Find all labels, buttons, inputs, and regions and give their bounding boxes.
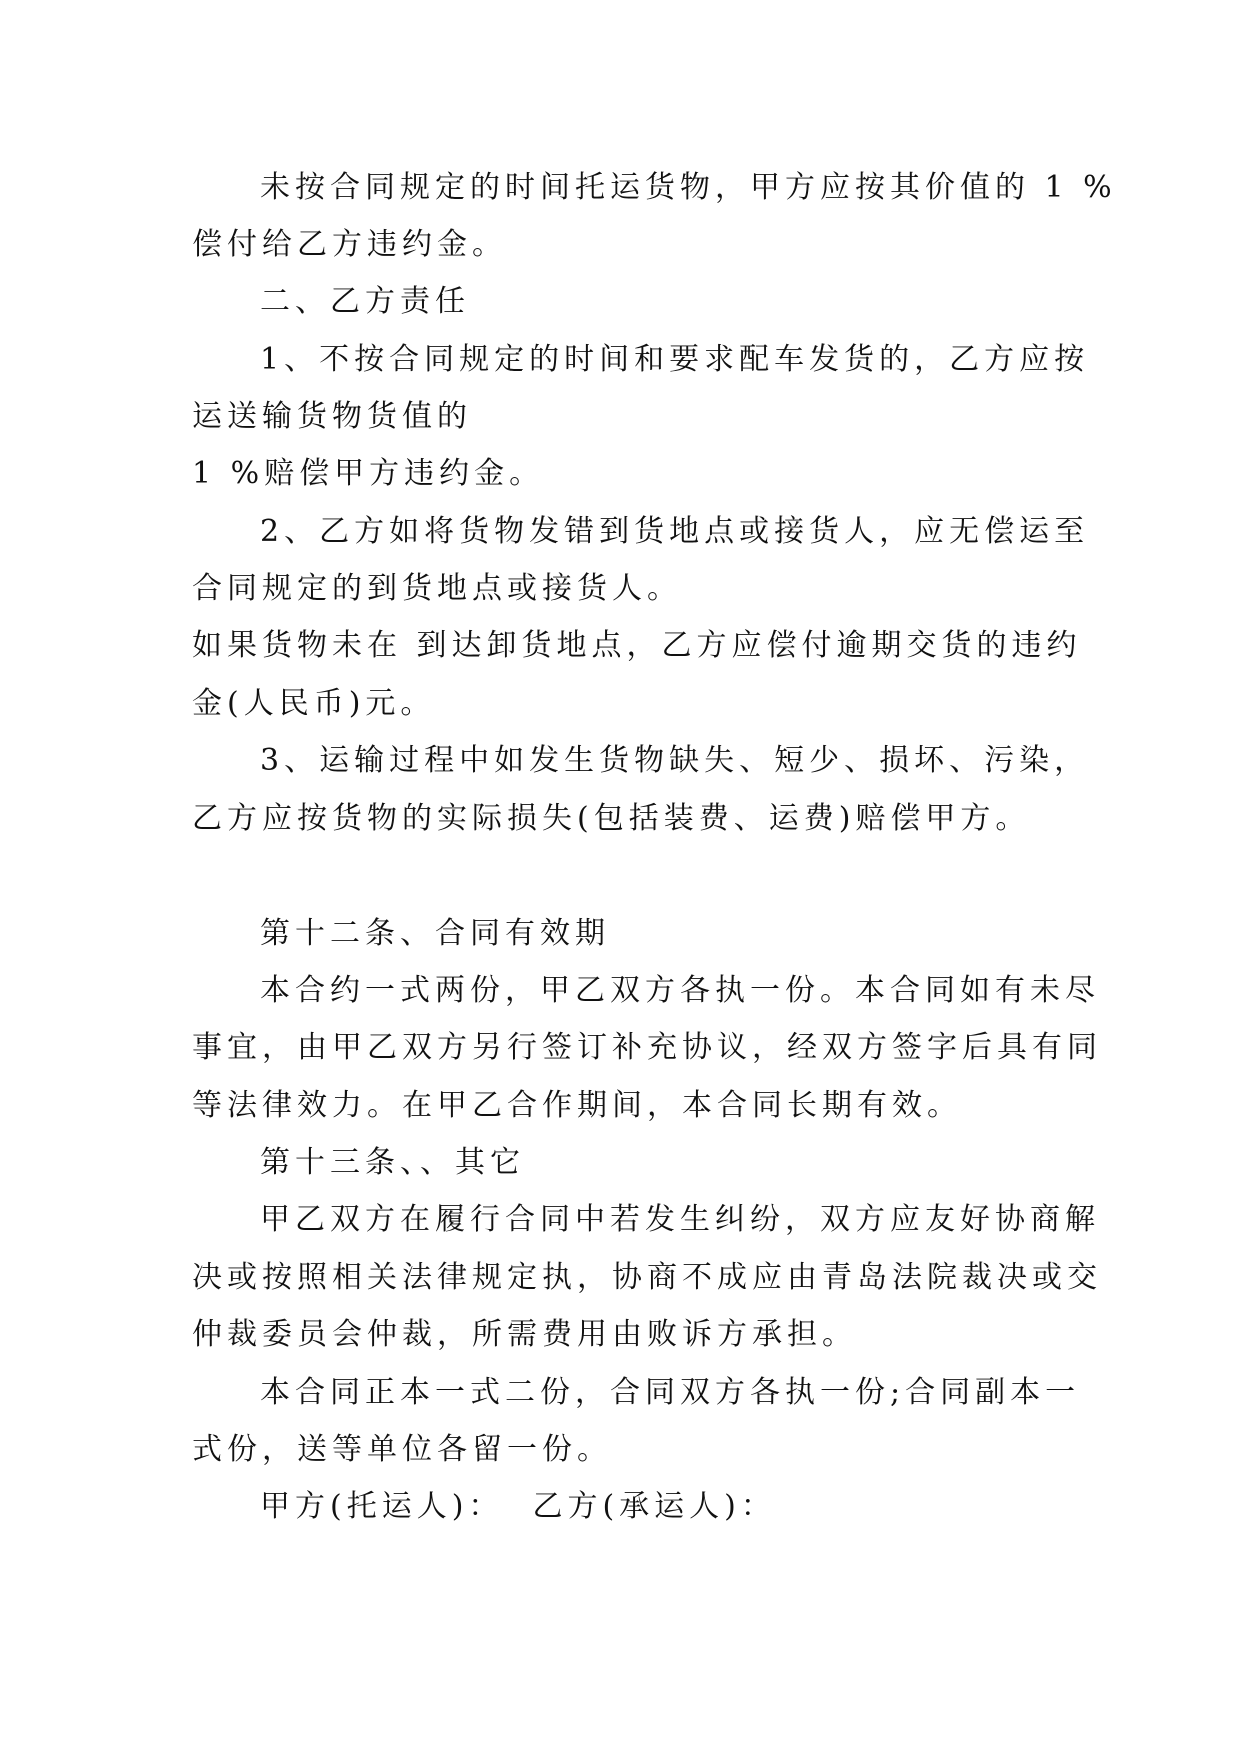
paragraph-line: 事宜，由甲乙双方另行签订补充协议，经双方签字后具有同 (192, 1030, 1102, 1065)
article-heading: 第十三条、、其它 (260, 1145, 525, 1180)
paragraph-line: 决或按照相关法律规定执，协商不成应由青岛法院裁决或交 (192, 1260, 1102, 1295)
paragraph-line: 合同规定的到货地点或接货人。 (192, 571, 682, 606)
paragraph-line: 本合约一式两份，甲乙双方各执一份。本合同如有未尽 (260, 973, 1100, 1008)
paragraph-line: 偿付给乙方违约金。 (192, 227, 507, 262)
paragraph-line: 金(人民币)元。 (192, 686, 436, 721)
paragraph-line: 等法律效力。在甲乙合作期间，本合同长期有效。 (192, 1088, 962, 1123)
paragraph-line: 本合同正本一式二份，合同双方各执一份;合同副本一 (260, 1375, 1081, 1410)
paragraph-line: 1 %赔偿甲方违约金。 (192, 456, 545, 491)
paragraph-line: 甲乙双方在履行合同中若发生纠纷，双方应友好协商解 (260, 1202, 1100, 1237)
paragraph-line: 3、运输过程中如发生货物缺失、短少、损坏、污染， (260, 743, 1090, 778)
paragraph-line: 未按合同规定的时间托运货物，甲方应按其价值的 1 % (260, 170, 1117, 205)
paragraph-line: 运送输货物货值的 (192, 399, 472, 434)
paragraph-line: 1、不按合同规定的时间和要求配车发货的，乙方应按 (260, 342, 1090, 377)
article-heading: 第十二条、合同有效期 (260, 916, 610, 951)
signature-line: 甲方(托运人)： 乙方(承运人)： (260, 1489, 776, 1524)
paragraph-line: 式份，送等单位各留一份。 (192, 1432, 612, 1467)
paragraph-line: 2、乙方如将货物发错到货地点或接货人，应无偿运至 (260, 514, 1090, 549)
paragraph-line: 仲裁委员会仲裁，所需费用由败诉方承担。 (192, 1317, 857, 1352)
paragraph-line: 乙方应按货物的实际损失(包括装费、运费)赔偿甲方。 (192, 801, 1031, 836)
paragraph-line: 如果货物未在 到达卸货地点，乙方应偿付逾期交货的违约 (192, 628, 1082, 663)
section-heading: 二、乙方责任 (260, 284, 470, 319)
